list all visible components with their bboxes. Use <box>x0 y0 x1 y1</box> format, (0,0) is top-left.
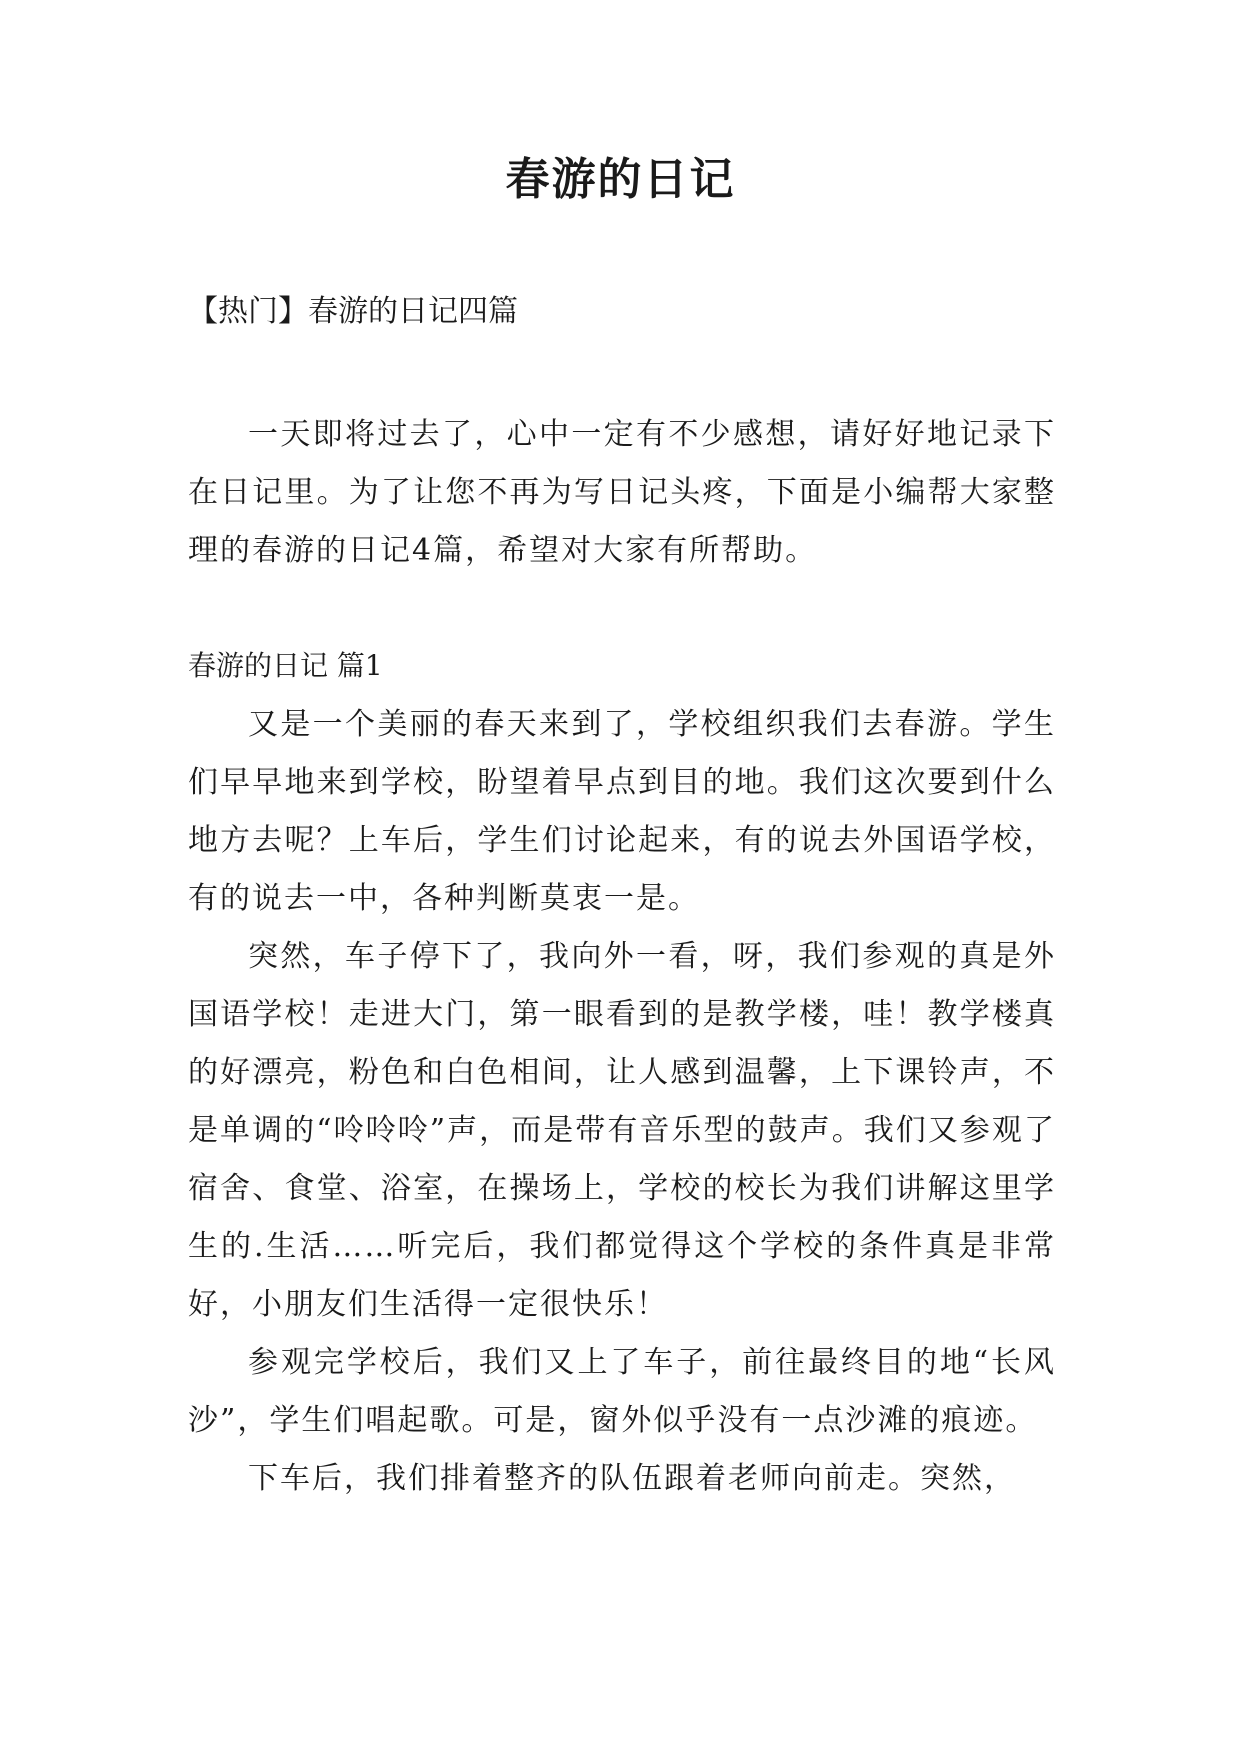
section-heading: 春游的日记 篇1 <box>188 649 383 682</box>
intro-paragraph: 一天即将过去了，心中一定有不少感想，请好好地记录下在日记里。为了让您不再为写日记头疼，下面是小编帮大家整理的春游的日记4篇，希望对大家有所帮助。 <box>188 417 1056 568</box>
body-paragraph: 突然，车子停下了，我向外一看，呀，我们参观的真是外国语学校！走进大门，第一眼看到的是教学楼，哇！教学楼真的好漂亮，粉色和白色相间，让人感到温馨，上下课铃声，不是单调的“呤呤呤”声，而是带有音乐型的鼓声。我们又参观了宿舍、食堂、浴室，在操场上，学校的校长为我们讲解这里学生的.生活……听完后，我们都觉得这个学校的条件真是非常好，小朋友们生活得一定很快乐！ <box>188 939 1056 1322</box>
page-title: 春游的日记 <box>505 154 736 205</box>
document-subtitle: 【热门】春游的日记四篇 <box>188 294 518 329</box>
body-paragraph: 参观完学校后，我们又上了车子，前往最终目的地“长风沙”，学生们唱起歌。可是，窗外似乎没有一点沙滩的痕迹。 <box>188 1345 1056 1438</box>
body-paragraph: 又是一个美丽的春天来到了，学校组织我们去春游。学生们早早地来到学校，盼望着早点到目的地。我们这次要到什么地方去呢？上车后，学生们讨论起来，有的说去外国语学校，有的说去一中，各种判断莫衷一是。 <box>188 707 1056 916</box>
diary-body <box>188 696 1056 1508</box>
body-paragraph: 下车后，我们排着整齐的队伍跟着老师向前走。突然， <box>248 1461 1016 1496</box>
intro-section <box>188 406 1056 580</box>
